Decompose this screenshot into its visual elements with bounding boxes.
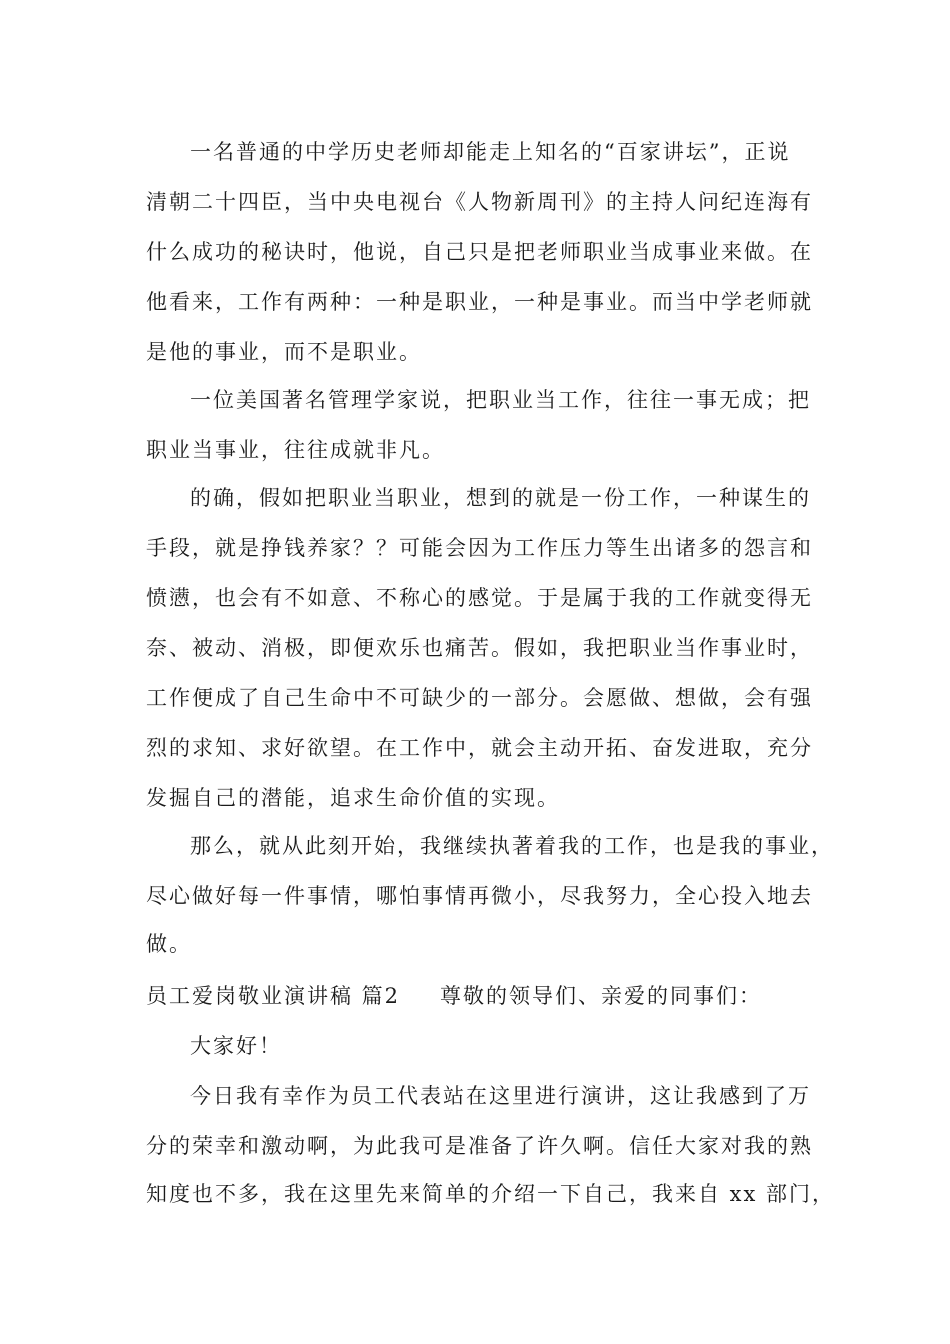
- paragraph-1-line-4: 他看来，工作有两种：一种是职业，一种是事业。而当中学老师就: [146, 290, 813, 314]
- paragraph-3-line-6: 烈的求知、求好欲望。在工作中，就会主动开拓、奋发进取，充分: [146, 736, 813, 760]
- paragraph-3-line-4: 奈、被动、消极，即便欢乐也痛苦。假如，我把职业当作事业时，: [146, 636, 813, 660]
- paragraph-2-line-2: 职业当事业，往往成就非凡。: [146, 438, 445, 462]
- section-title: 员工爱岗敬业演讲稿 篇2: [146, 984, 401, 1008]
- section2-paragraph-line-1: 今日我有幸作为员工代表站在这里进行演讲，这让我感到了万: [190, 1084, 811, 1108]
- paragraph-1-line-2: 清朝二十四臣，当中央电视台《人物新周刊》的主持人问纪连海有: [146, 190, 813, 214]
- paragraph-3-line-3: 愤懑，也会有不如意、不称心的感觉。于是属于我的工作就变得无: [146, 586, 813, 610]
- section2-paragraph-line-2: 分的荣幸和激动啊，为此我可是准备了许久啊。信任大家对我的熟: [146, 1134, 813, 1158]
- paragraph-4-line-2: 尽心做好每一件事情，哪怕事情再微小，尽我努力，全心投入地去: [146, 884, 813, 908]
- hello-line: 大家好！: [190, 1034, 282, 1058]
- paragraph-3-line-1: 的确，假如把职业当职业，想到的就是一份工作，一种谋生的: [190, 486, 811, 510]
- greeting-line: 尊敬的领导们、亲爱的同事们：: [440, 984, 762, 1008]
- paragraph-1-line-3: 什么成功的秘诀时，他说，自己只是把老师职业当成事业来做。在: [146, 240, 813, 264]
- paragraph-4-line-3: 做。: [146, 932, 192, 956]
- paragraph-1-line-5: 是他的事业，而不是职业。: [146, 340, 422, 364]
- paragraph-3-line-2: 手段，就是挣钱养家？？可能会因为工作压力等生出诸多的怨言和: [146, 536, 813, 560]
- paragraph-3-line-7: 发掘自己的潜能，追求生命价值的实现。: [146, 786, 560, 810]
- paragraph-2-line-1: 一位美国著名管理学家说，把职业当工作，往往一事无成；把: [190, 388, 811, 412]
- paragraph-3-line-5: 工作便成了自己生命中不可缺少的一部分。会愿做、想做，会有强: [146, 686, 813, 710]
- section2-paragraph-line-3: 知度也不多，我在这里先来简单的介绍一下自己，我来自 xx 部门，: [146, 1182, 836, 1206]
- paragraph-4-line-1: 那么，就从此刻开始，我继续执著着我的工作，也是我的事业，: [190, 834, 834, 858]
- paragraph-1-line-1: 一名普通的中学历史老师却能走上知名的“百家讲坛”，正说: [190, 140, 791, 164]
